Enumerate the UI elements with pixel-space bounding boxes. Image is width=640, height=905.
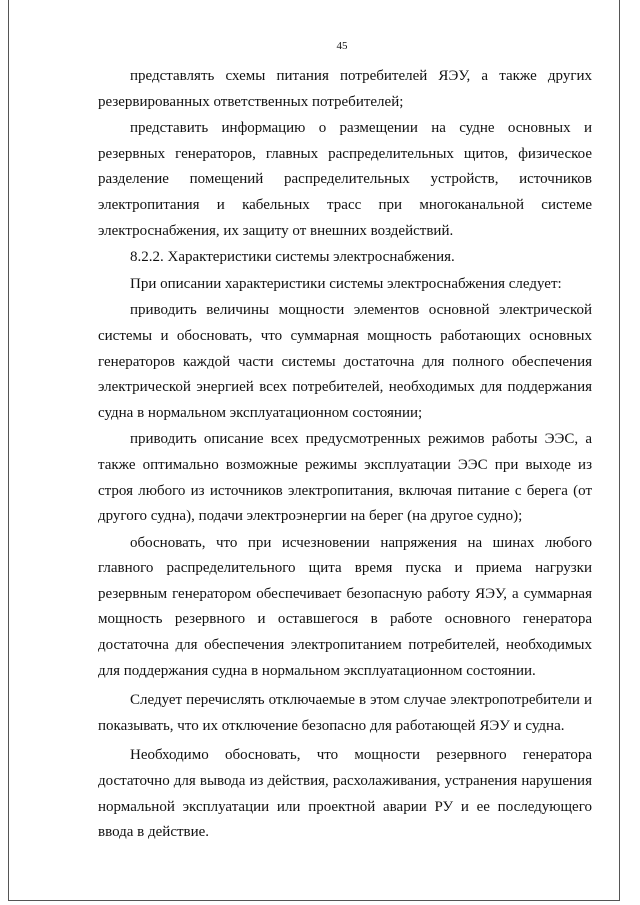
- page-number: 45: [336, 40, 348, 52]
- paragraph-operating-modes: приводить описание всех предусмотренных режимов работы ЭЭС, а также оптимально возможные режимы эксплуатации ЭЭС при выходе из строя любого из источников электропитания, включая питание с берега (от другого судна), подачи электроэнергии на берег (на другое судно);: [98, 431, 592, 525]
- document-body: [98, 64, 592, 846]
- paragraph-description-intro: При описании характеристики системы электроснабжения следует:: [130, 275, 562, 292]
- paragraph-reserve-generator: Необходимо обосновать, что мощности резервного генератора достаточно для вывода из действия, расхолаживания, устранения нарушения нормальной эксплуатации или проектной аварии РУ и ее последующего ввода в действие.: [98, 747, 592, 841]
- paragraph-power-schemes: представлять схемы питания потребителей ЯЭУ, а также других резервированных ответственных потребителей;: [98, 68, 592, 110]
- paragraph-voltage-loss: обосновать, что при исчезновении напряжения на шинах любого главного распределительного щита время пуска и приема нагрузки резервным генератором обеспечивает безопасную работу ЯЭУ, а суммарная мощность резервного и оставшегося в работе основного генератора достаточна для обеспечения электропитанием потребителей, необходимых для поддержания судна в нормальном эксплуатационном состоянии.: [98, 534, 592, 679]
- paragraph-generator-placement: представить информацию о размещении на судне основных и резервных генераторов, главных распределительных щитов, физическое разделение помещений распределительных устройств, источников электропитания и кабельных трасс при многоканальной системе электроснабжения, их защиту от внешних воздействий.: [98, 120, 592, 239]
- paragraph-power-values: приводить величины мощности элементов основной электрической системы и обосновать, что суммарная мощность работающих основных генераторов каждой части системы достаточна для полного обеспечения электрической энергией всех потребителей, необходимых для поддержания судна в нормальном эксплуатационном состоянии;: [98, 302, 592, 421]
- paragraph-disconnected-consumers: Следует перечислять отключаемые в этом случае электропотребители и показывать, что их отключение безопасно для работающей ЯЭУ и судна.: [98, 692, 592, 734]
- section-heading-8-2-2: 8.2.2. Характеристики системы электроснабжения.: [130, 249, 455, 266]
